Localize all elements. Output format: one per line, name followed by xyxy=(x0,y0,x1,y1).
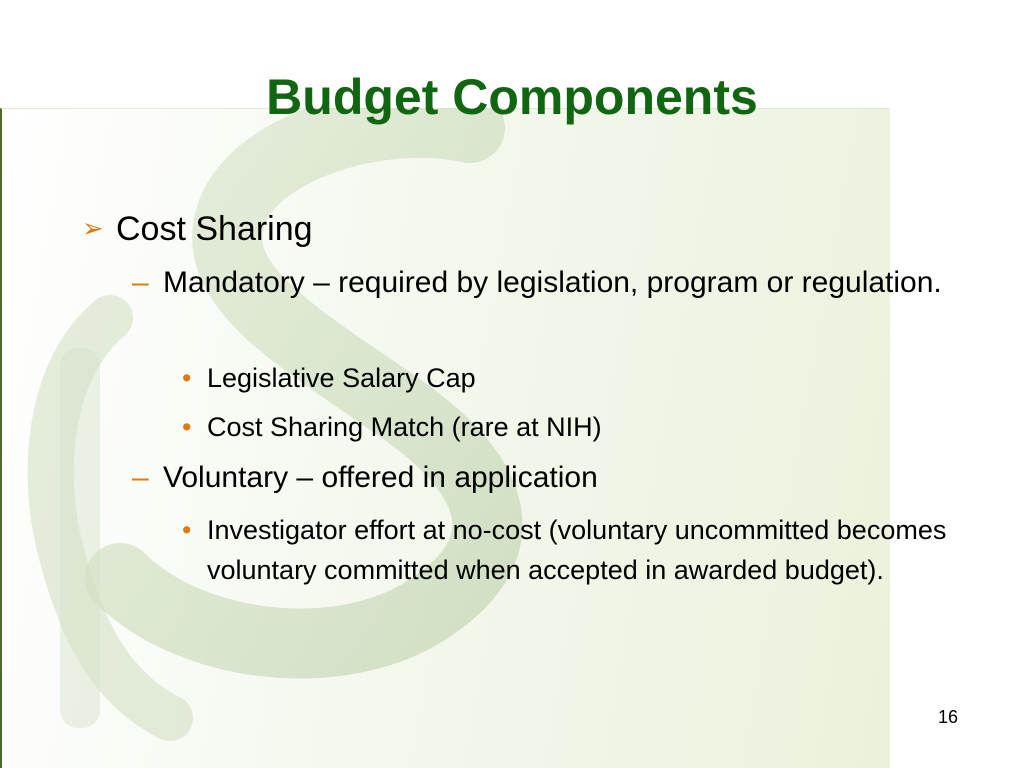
bullet-dot: • xyxy=(182,363,192,393)
slide-title: Budget Components xyxy=(266,69,758,125)
arrow-bullet-icon: ➢ xyxy=(82,213,104,243)
item-cost-sharing-match xyxy=(182,407,972,447)
sub-bullet-mandatory xyxy=(132,262,972,304)
item-text: Investigator effort at no-cost (voluntary uncommitted becomes voluntary committed when accepted in awarded budget). xyxy=(207,515,947,585)
bullet-dot: • xyxy=(182,412,192,442)
page-number: 16 xyxy=(938,707,959,727)
item-salary-cap xyxy=(182,358,972,398)
item-text: Cost Sharing Match (rare at NIH) xyxy=(207,412,602,442)
bullet-dot: • xyxy=(182,515,192,545)
sub-bullet-voluntary xyxy=(132,457,972,499)
dash-marker: – xyxy=(132,266,149,299)
sub-bullet-text: Voluntary – offered in application xyxy=(163,461,598,494)
item-text: Legislative Salary Cap xyxy=(207,363,476,393)
bullet-cost-sharing xyxy=(82,206,313,251)
item-investigator-effort xyxy=(182,510,972,590)
sub-bullet-text: Mandatory – required by legislation, program or regulation. xyxy=(163,266,942,299)
dash-marker: – xyxy=(132,461,149,494)
bullet-text: Cost Sharing xyxy=(116,210,313,248)
